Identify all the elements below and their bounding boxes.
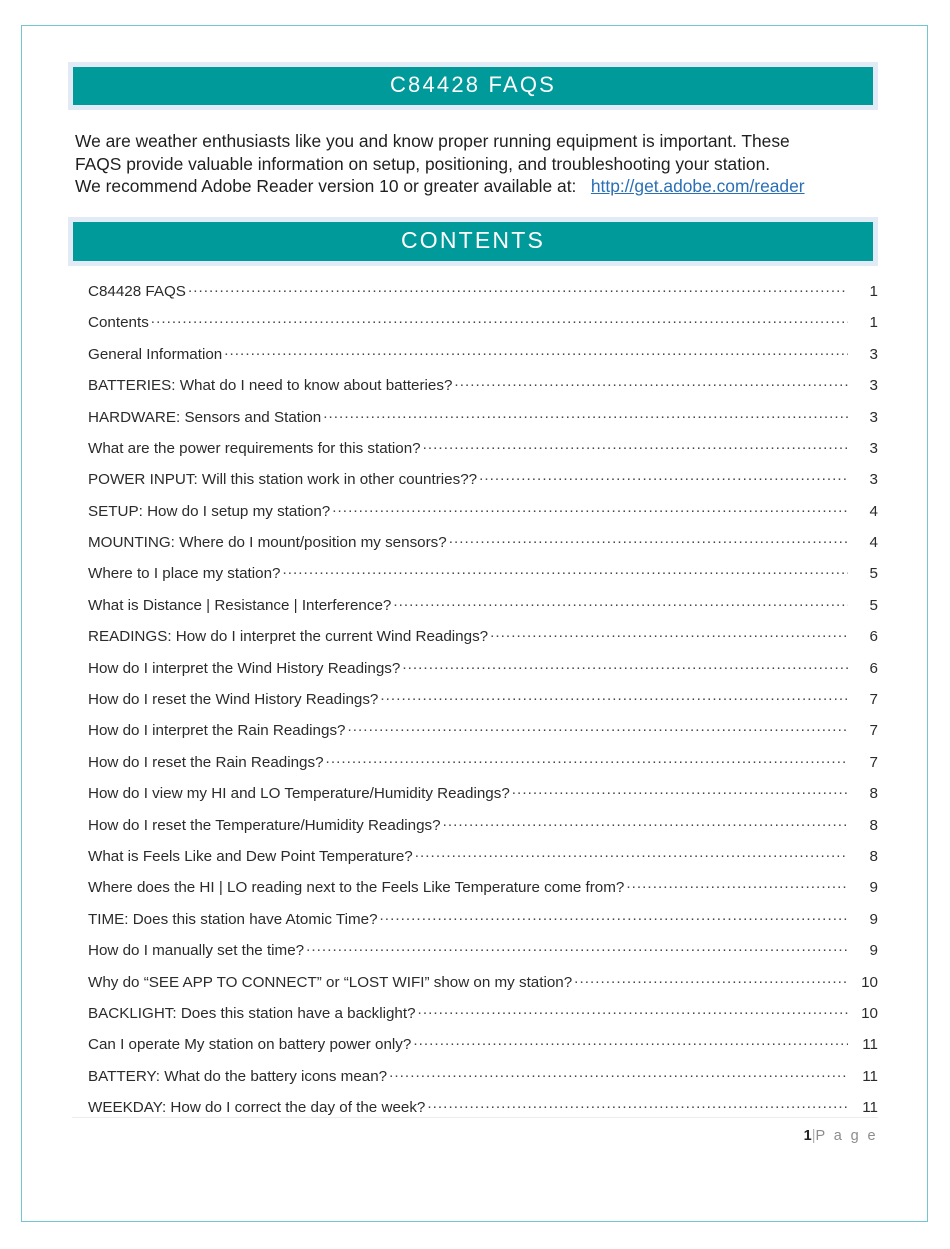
toc-entry[interactable] [88, 1003, 878, 1034]
toc-entry-page: 7 [869, 691, 878, 709]
toc-entry-label: BATTERIES: What do I need to know about batteries? [88, 377, 453, 395]
toc-entry-page: 7 [869, 722, 878, 740]
toc-entry[interactable] [88, 657, 878, 688]
toc-entry-label: MOUNTING: Where do I mount/position my sensors? [88, 534, 447, 552]
toc-entry[interactable] [88, 1034, 878, 1065]
toc-entry-label: POWER INPUT: Will this station work in other countries?? [88, 471, 478, 489]
toc-entry[interactable] [88, 312, 878, 343]
toc-entry-page: 1 [869, 314, 878, 332]
toc-dot-leader [332, 501, 848, 516]
toc-dot-leader [490, 626, 848, 641]
intro-line-2: FAQS provide valuable information on setup, positioning, and troubleshooting your station. [75, 153, 771, 174]
contents-heading: CONTENTS [73, 222, 873, 261]
toc-entry-label: What is Feels Like and Dew Point Temperature? [88, 848, 413, 865]
toc-entry[interactable] [88, 501, 878, 532]
toc-entry-page: 11 [862, 1099, 878, 1117]
toc-entry-label: How do I reset the Wind History Readings? [88, 691, 379, 709]
toc-entry[interactable] [88, 814, 878, 845]
toc-entry[interactable] [88, 752, 878, 783]
toc-dot-leader [402, 657, 848, 672]
toc-entry-label: Can I operate My station on battery power only? [88, 1036, 412, 1054]
toc-entry-page: 6 [869, 628, 878, 646]
toc-entry-label: Contents [88, 314, 149, 332]
toc-entry-label: TIME: Does this station have Atomic Time? [88, 910, 378, 928]
toc-entry-page: 9 [869, 942, 878, 960]
intro-paragraph [75, 130, 875, 198]
toc-entry[interactable] [88, 438, 878, 469]
toc-entry[interactable] [88, 563, 878, 594]
toc-dot-leader [393, 595, 848, 610]
toc-entry-page: 4 [869, 502, 878, 520]
toc-entry-page: 9 [869, 910, 878, 928]
toc-entry-page: 10 [861, 1004, 878, 1022]
footer-page-indicator [72, 1128, 878, 1144]
toc-entry-page: 3 [869, 377, 878, 395]
toc-dot-leader [323, 406, 848, 421]
toc-dot-leader [224, 344, 848, 359]
toc-entry-page: 8 [869, 785, 878, 803]
toc-dot-leader [306, 940, 848, 955]
toc-entry-page: 8 [869, 816, 878, 834]
toc-entry-label: READINGS: How do I interpret the current Wind Readings? [88, 628, 489, 646]
intro-line-1: We are weather enthusiasts like you and know proper running equipment is important. These [75, 131, 790, 151]
toc-dot-leader [626, 877, 848, 892]
toc-entry[interactable] [88, 375, 878, 406]
toc-dot-leader [454, 375, 848, 390]
toc-dot-leader [423, 438, 848, 453]
footer-page-number: 1 [803, 1128, 812, 1144]
toc-entry[interactable] [88, 595, 878, 626]
table-of-contents [68, 281, 878, 1129]
toc-entry[interactable] [88, 1066, 878, 1097]
toc-entry-label: Why do “SEE APP TO CONNECT” or “LOST WIFI” show on my station? [88, 973, 573, 991]
toc-dot-leader [348, 720, 849, 735]
toc-entry-label: Where does the HI | LO reading next to the Feels Like Temperature come from? [88, 879, 625, 897]
toc-entry-page: 3 [869, 345, 878, 363]
toc-dot-leader [415, 846, 848, 861]
toc-entry-label: How do I interpret the Wind History Readings? [88, 659, 401, 677]
toc-entry[interactable] [88, 909, 878, 940]
toc-entry[interactable] [88, 877, 878, 908]
toc-entry[interactable] [88, 720, 878, 751]
toc-entry-label: BACKLIGHT: Does this station have a backlight? [88, 1004, 416, 1022]
footer-page-label: P a g e [815, 1128, 878, 1144]
toc-entry-label: Where to I place my station? [88, 565, 281, 583]
toc-entry-label: General Information [88, 345, 223, 363]
toc-entry-page: 4 [869, 534, 878, 552]
intro-line-3-text: We recommend Adobe Reader version 10 or greater available at: [75, 176, 577, 197]
toc-dot-leader [326, 752, 848, 767]
footer-divider [72, 1117, 878, 1118]
toc-dot-leader [282, 563, 848, 578]
toc-entry-page: 5 [869, 596, 878, 614]
toc-dot-leader [380, 909, 848, 924]
toc-entry-page: 3 [869, 439, 878, 457]
footer-separator: | [811, 1128, 816, 1144]
toc-dot-leader [413, 1034, 848, 1049]
toc-entry-label: What are the power requirements for this station? [88, 439, 421, 457]
toc-entry[interactable] [88, 846, 878, 877]
toc-dot-leader [449, 532, 848, 547]
toc-entry[interactable] [88, 469, 878, 500]
toc-entry[interactable] [88, 689, 878, 720]
toc-entry[interactable] [88, 344, 878, 375]
intro-line-3 [75, 175, 875, 198]
toc-entry-label: How do I reset the Temperature/Humidity Readings? [88, 816, 441, 834]
toc-entry[interactable] [88, 532, 878, 563]
toc-dot-leader [574, 971, 848, 986]
toc-entry-label: How do I manually set the time? [88, 942, 305, 960]
contents-heading-bar [68, 217, 878, 266]
adobe-reader-link[interactable]: http://get.adobe.com/reader [590, 176, 805, 197]
toc-entry[interactable] [88, 783, 878, 814]
toc-dot-leader [512, 783, 848, 798]
page-content [68, 62, 878, 1128]
toc-entry-page: 1 [869, 282, 878, 300]
toc-entry-label: How do I view my HI and LO Temperature/Humidity Readings? [88, 785, 510, 803]
toc-entry-label: HARDWARE: Sensors and Station [88, 408, 322, 426]
toc-dot-leader [380, 689, 848, 704]
toc-entry-page: 6 [869, 659, 878, 677]
document-title-bar [68, 62, 878, 110]
toc-dot-leader [389, 1066, 848, 1081]
toc-entry[interactable] [88, 971, 878, 1002]
toc-entry-page: 11 [862, 1067, 878, 1085]
toc-dot-leader [443, 814, 848, 829]
toc-entry-label: How do I interpret the Rain Readings? [88, 722, 346, 740]
toc-dot-leader [479, 469, 848, 484]
toc-entry[interactable] [88, 626, 878, 657]
page-title: C84428 FAQS [73, 67, 873, 105]
toc-dot-leader [418, 1003, 848, 1018]
toc-entry-label: WEEKDAY: How do I correct the day of the week? [88, 1099, 426, 1117]
toc-entry[interactable] [88, 940, 878, 971]
toc-entry-label: SETUP: How do I setup my station? [88, 502, 331, 520]
toc-entry-label: How do I reset the Rain Readings? [88, 753, 324, 771]
toc-entry-page: 3 [869, 408, 878, 426]
toc-entry-page: 9 [869, 879, 878, 897]
toc-entry-page: 8 [869, 848, 878, 865]
toc-entry[interactable] [88, 281, 878, 312]
toc-dot-leader [188, 281, 848, 296]
toc-entry-label: BATTERY: What do the battery icons mean? [88, 1067, 388, 1085]
toc-entry-page: 10 [861, 973, 878, 991]
toc-entry-page: 5 [869, 565, 878, 583]
toc-entry-label: What is Distance | Resistance | Interference? [88, 596, 392, 614]
toc-entry[interactable] [88, 406, 878, 437]
toc-entry-label: C84428 FAQS [88, 282, 186, 300]
page-footer [72, 1117, 878, 1144]
toc-entry-page: 11 [862, 1036, 878, 1054]
toc-dot-leader [151, 312, 848, 327]
toc-entry-page: 3 [869, 471, 878, 489]
toc-dot-leader [427, 1097, 848, 1112]
toc-entry-page: 7 [869, 753, 878, 771]
